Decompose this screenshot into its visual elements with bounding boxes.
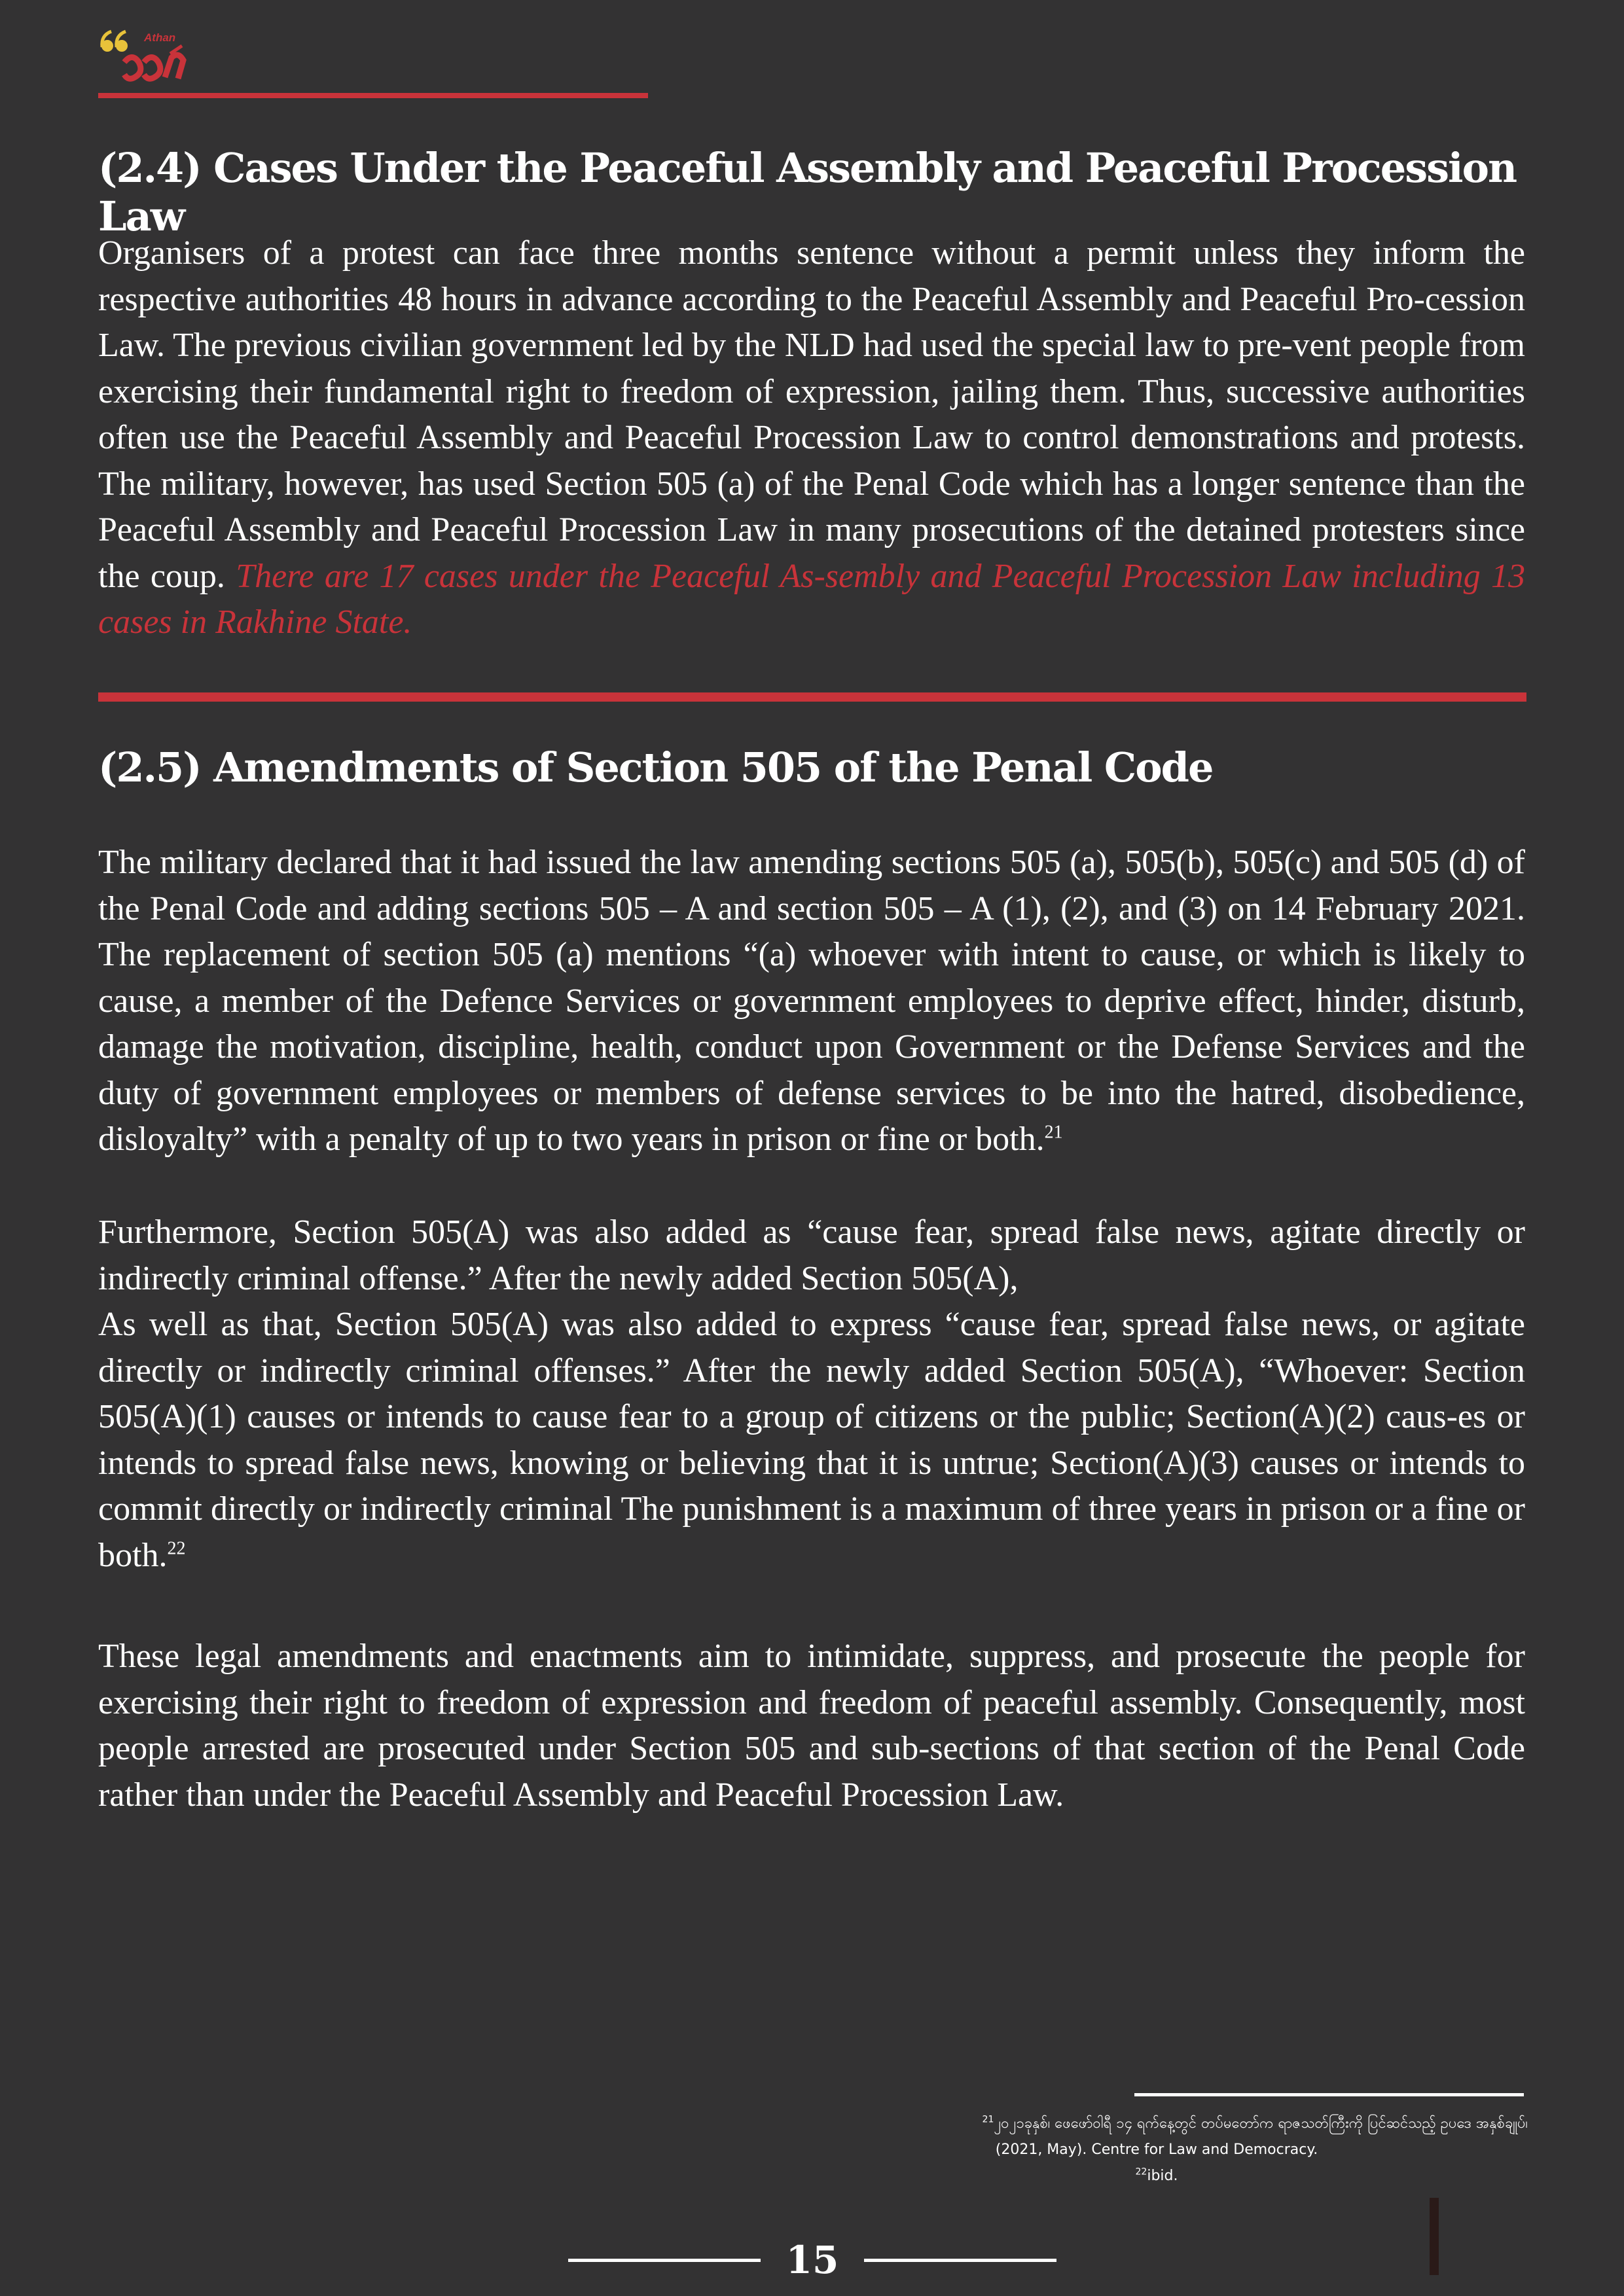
footnote-22-text: ibid. xyxy=(1147,2168,1178,2184)
section-heading-2-5: (2.5) Amendments of Section 505 of the Penal Code xyxy=(98,744,1213,791)
footnote-ref-22[interactable]: 22 xyxy=(167,1538,186,1559)
footnote-21 xyxy=(753,2111,1528,2137)
section-2-4-paragraph xyxy=(98,230,1525,646)
footnotes xyxy=(753,2111,1528,2189)
cases-highlight: There are 17 cases under the Peaceful As-sembly and Peaceful Procession Law including 13 cases in Rakhine State. xyxy=(98,557,1526,641)
page-number-rule-right xyxy=(864,2259,1056,2262)
section-2-5-paragraph-2 xyxy=(98,1210,1525,1579)
logo-wordmark: Athan xyxy=(144,31,176,44)
footnote-rule xyxy=(1134,2093,1524,2096)
footnote-ref-21[interactable]: 21 xyxy=(1044,1122,1063,1143)
paragraph-1-text: The military declared that it had issued the law amending sections 505 (a), 505(b), 505(c) and 505 (d) of the Penal Code and adding sections 505 – A and section 505 – A (1), (2), and (3) on 14 February 2021. The replacement of section 505 (a) mentions “(a) whoever with intent to cause, or which is likely to cause, a member of the Defence Services or government employees to deprive effect, hinder, disturb, damage the motivation, discipline, health, conduct upon Government or the Defense Services and the duty of government employees or members of defense services to be into the hatred, disobedience, disloyalty” with a penalty of up to two years in prison or fine or both. xyxy=(98,844,1525,1158)
paragraph-2b-text: As well as that, Section 505(A) was also added to express “cause fear, spread false news, or agitate directly or indirectly criminal offenses.” After the newly added Section 505(A), “Whoever: Section 505(A)(1) causes or intends to cause fear to a group of citizens or the public; Section(A)(2) caus-es or intends to spread false news, knowing or believing that it is untrue; Section(A)(3) causes or intends to commit directly or indirectly criminal The punishment is a maximum of three years in prison or a fine or both. xyxy=(98,1306,1525,1574)
footnote-21-text: ၂၀၂၁ခုနှစ်၊ ဖေဖော်ဝါရီ ၁၄ ရက်နေ့တွင် တပ်မတော်က ရာဇသတ်ကြီးကို ပြင်ဆင်သည့် ဥပဒေ အနှစ်ချုပ်၊ xyxy=(994,2115,1528,2132)
footnote-21-number: 21 xyxy=(982,2114,994,2125)
footnote-22-number: 22 xyxy=(1135,2166,1147,2178)
section-heading-2-4: (2.4) Cases Under the Peaceful Assembly and Peaceful Procession Law xyxy=(98,144,1517,241)
page-number-rule-left xyxy=(568,2259,761,2262)
paragraph-2a-text: Furthermore, Section 505(A) was also added as “cause fear, spread false news, agitate directly or indirectly criminal offense.” After the newly added Section 505(A), xyxy=(98,1213,1525,1297)
header-rule xyxy=(98,93,648,98)
footnote-22 xyxy=(753,2163,1528,2189)
section-2-5-paragraph-1 xyxy=(98,840,1525,1163)
athan-logo xyxy=(98,26,216,88)
page-number-row xyxy=(563,2237,1060,2283)
section-2-5-paragraph-3: These legal amendments and enactments aim to intimidate, suppress, and prosecute the people for exercising their right to freedom of expression and freedom of peaceful assembly. Consequently, most people arrested are prosecuted under Section 505 and sub-sections of that section of the Penal Code rather than under the Peaceful Assembly and Peaceful Procession Law. xyxy=(98,1638,1525,1814)
section-2-4-text: Organisers of a protest can face three months sentence without a permit unless they inform the respective authorities 48 hours in advance according to the Peaceful Assembly and Peaceful Pro-cession Law. The previous civilian government led by the NLD had used the special law to pre-vent people from exercising their fundamental right to freedom of expression, jailing them. Thus, successive authorities often use the Peaceful Assembly and Peaceful Procession Law to control demonstrations and protests. The military, however, has used Section 505 (a) of the Penal Code which has a longer sentence than the Peaceful Assembly and Peaceful Procession Law in many prosecutions of the detained protesters since the coup. xyxy=(98,234,1525,595)
page-number: 15 xyxy=(785,2238,839,2282)
footnote-21-source: (2021, May). Centre for Law and Democracy. xyxy=(995,2142,1318,2158)
decorative-side-mark xyxy=(1430,2198,1439,2275)
section-divider xyxy=(98,692,1526,702)
